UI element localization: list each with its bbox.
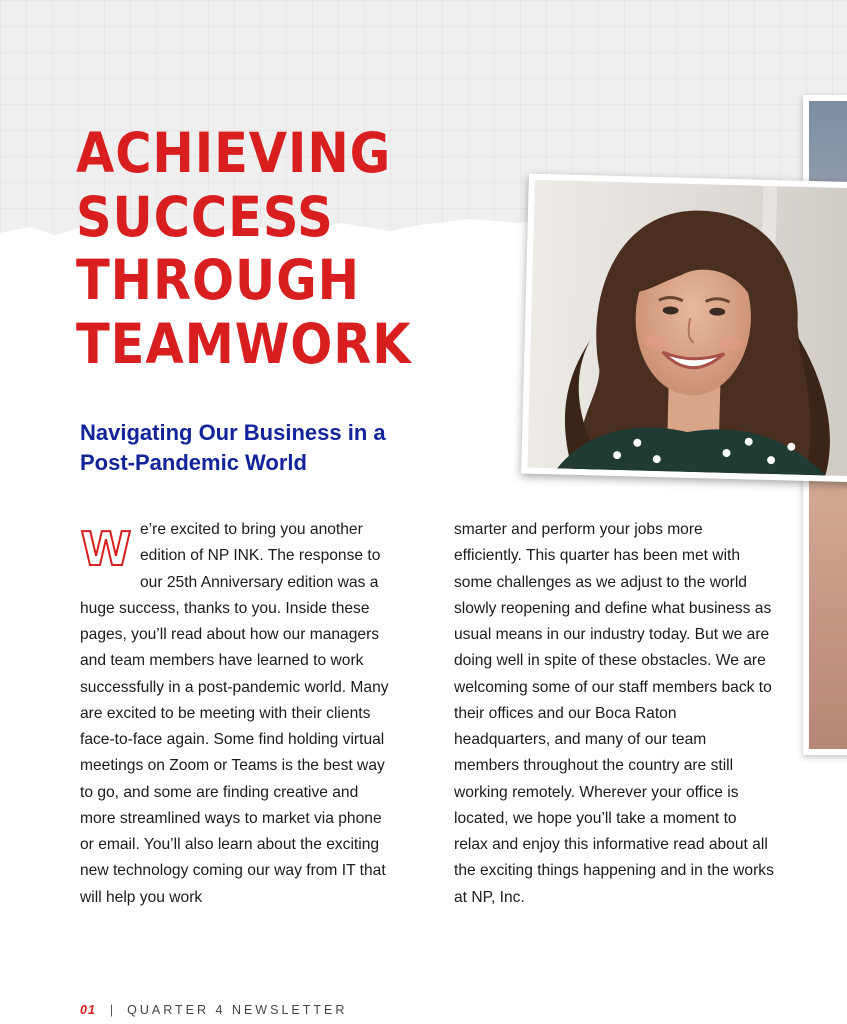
portrait-photo — [521, 174, 847, 483]
smiling-woman-illustration — [527, 180, 847, 476]
headline-line: ACHIEVING — [76, 121, 392, 185]
newsletter-label: QUARTER 4 NEWSLETTER — [127, 1003, 348, 1017]
footer-separator: | — [109, 1003, 114, 1017]
dropcap-w — [80, 523, 132, 571]
headline-line: TEAMWORK — [76, 311, 412, 376]
dropcap-letter: W — [80, 523, 132, 571]
body-text-right: smarter and perform your jobs more efficiently. This quarter has been met with some challenges as we adjust to the world slowly reopening and define what business as usual means in our industry today. But we are doing well in spite of these obstacles. We are welcoming some of our staff members back to their offices and our Boca Raton headquarters, and many of our team members throughout the country are still working remotely. Wherever your office is located, we hope you’ll take a moment to relax and enjoy this informative read about all the exciting things happening and in the works at NP, Inc. — [454, 521, 774, 906]
headline-line: SUCCESS — [76, 184, 334, 249]
headline-line: THROUGH — [76, 248, 360, 312]
page-number: 01 — [80, 1003, 96, 1017]
body-text-left: e’re excited to bring you another edition of NP INK. The response to our 25th Anniversary edition was a huge success, thanks to you. Inside these pages, you’ll read about how our managers and team members have learned to work successfully in a post-pandemic world. Many are excited to be meeting with their clients face-to-face again. Some find holding virtual meetings on Zoom or Teams is the best way to go, and some are finding creative and more streamlined ways to market via phone or email. You’ll also learn about the exciting new technology coming our way from IT that will help you work — [80, 521, 389, 906]
subtitle: Navigating Our Business in a Post-Pandemic World — [80, 420, 386, 475]
article-column-right — [454, 517, 774, 911]
headline — [76, 122, 412, 376]
page-footer — [80, 1003, 347, 1017]
article-column-left — [80, 517, 395, 911]
